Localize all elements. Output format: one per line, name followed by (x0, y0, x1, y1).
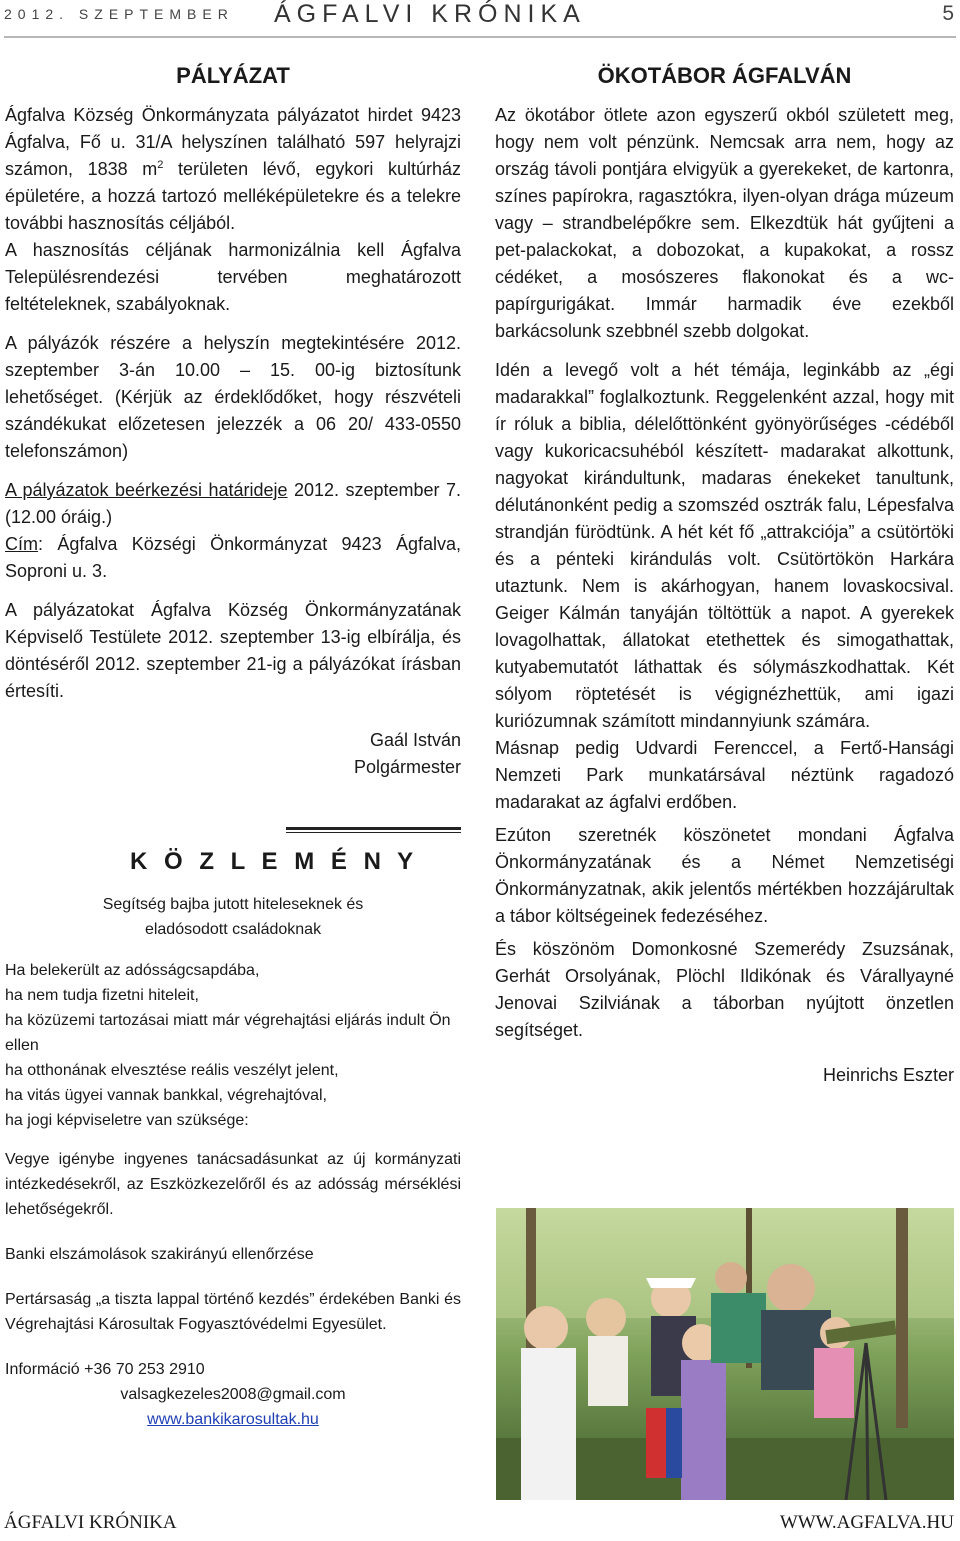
list-item: Ha belekerült az adósságcsapdába, (5, 962, 260, 979)
list-item: ha közüzemi tartozásai miatt már végrehajtási eljárás indult Ön ellen (5, 1012, 451, 1054)
kozlemeny-info: Információ +36 70 253 2910 (5, 1361, 205, 1378)
palyazat-paragraph-3: A pályázók részére a helyszín megtekintésére 2012. szeptember 3-án 10.00 – 15. 00-ig biztosítunk lehetőséget. (Kérjük az érdeklődőket, hogy részvételi szándékukat előzetesen jelezzék a 06 20/ 433-0550 telefonszámon) (5, 333, 461, 461)
area-superscript: 2 (157, 159, 164, 171)
okotabor-paragraph-2: Idén a levegő volt a hét témája, leginkább az „égi madarakkal” foglalkoztunk. Reggelenként azzal, hogy mit ír róluk a biblia, délelőttönként gyönyörűséges -cédéből vagy kukoricacsuhéból készített- madarakat alkottunk, nagyokat kirándultunk, madaras énekeket tanultunk, délutánonként pedig a szomszéd osztrák falu, Lépesfalva strandján fürödtünk. A hét két fő „attrakciója” a csütörtöki és a pénteki kirándulás volt. Csütörtökön Harkára utaztunk. Nem is akárhogyan, hanem lovaskocsival. Geiger Kálmán tanyáján töltöttük a napot. A gyerekek lovagolhattak, állatokat etethettek és simogathattak, kutyabemutatót láthattak és sólymászkodhattak. Két sólyom röptetését is végignézhettük, ami igazi kuriózumnak számított mindannyiunk számára. (495, 360, 954, 731)
kozlemeny-heading: K Ö Z L E M É N Y (130, 848, 419, 875)
camp-photo-illustration (496, 1208, 954, 1500)
palyazat-deadline (5, 477, 461, 531)
palyazat-signature (5, 727, 461, 781)
kozlemeny-email[interactable]: valsagkezeles2008@gmail.com (120, 1386, 346, 1403)
okotabor-signature: Heinrichs Eszter (822, 1065, 954, 1085)
issue-date: 2012. SZEPTEMBER (4, 6, 234, 22)
palyazat-paragraph-1 (5, 102, 461, 237)
signature-name: Gaál István (369, 730, 461, 750)
palyazat-address (5, 531, 461, 585)
page-header (4, 0, 954, 34)
deadline-value: 2012. szeptember 7. (12.00 óráig.) (5, 480, 461, 527)
okotabor-paragraph-4: Ezúton szeretnék köszönetet mondani Ágfalva Önkormányzatának és a Német Nemzetiségi Önkormányzatnak, akik jelentős mértékben hozzájárultak a tábor költségeinek fedezéséhez. (495, 825, 954, 926)
okotabor-heading: ÖKOTÁBOR ÁGFALVÁN (597, 63, 852, 88)
okotabor-paragraph-5: És köszönöm Domonkosné Szemerédy Zsuzsának, Gerhát Orsolyának, Plöchl Ildikónak és Várallyayné Jenovai Szilviának a táborban nyújtott önzetlen segítséget. (495, 939, 954, 1040)
kozlemeny-list (5, 958, 461, 1133)
list-item: ha nem tudja fizetni hiteleit, (5, 987, 199, 1004)
address-label: Cím (5, 534, 38, 554)
list-item: ha jogi képviseletre van szüksége: (5, 1112, 249, 1129)
palyazat-heading: PÁLYÁZAT (176, 63, 290, 88)
okotabor-paragraph-3: Másnap pedig Udvardi Ferenccel, a Fertő-Hansági Nemzeti Park munkatársával néztünk ragadozó madarakat az ágfalvi erdőben. (495, 738, 954, 812)
kozlemeny-pertarsasag: Pertársaság „a tiszta lappal történő kezdés” érdekében Banki és Végrehajtási Károsultak Fogyasztóvédelmi Egyesület. (5, 1291, 461, 1333)
okotabor-article (495, 62, 954, 1089)
palyazat-article (5, 62, 461, 781)
palyazat-paragraph-2: A hasznosítás céljának harmonizálnia kell Ágfalva Településrendezési tervében meghatározott feltételeknek, szabályoknak. (5, 240, 461, 314)
palyazat-p1-text-2: területen lévő, egykori kultúrház épületére, a hozzá tartozó melléképületekre és a telekre további hasznosítás céljából. (5, 159, 461, 233)
kozlemeny-web-wrap (5, 1407, 461, 1432)
camp-photo (496, 1208, 954, 1500)
list-item: ha vitás ügyei vannak bankkal, végrehajtóval, (5, 1087, 327, 1104)
section-divider (286, 827, 461, 833)
palyazat-paragraph-5: A pályázatokat Ágfalva Község Önkormányzatának Képviselő Testülete 2012. szeptember 13-ig elbírálja, és döntéséről 2012. szeptember 21-ig a pályázókat írásban értesíti. (5, 600, 461, 701)
kozlemeny-subtitle-2: eladósodott családoknak (144, 921, 322, 938)
kozlemeny-notice (5, 892, 461, 1432)
page-number: 5 (942, 2, 954, 25)
kozlemeny-web-link[interactable]: www.bankikarosultak.hu (147, 1411, 319, 1428)
palyazat-p1-text: Ágfalva Község Önkormányzata pályázatot hirdet 9423 Ágfalva, Fő u. 31/A helyszínen található 597 helyrajzi számon, 1838 m (5, 105, 461, 179)
kozlemeny-banki: Banki elszámolások szakirányú ellenőrzése (5, 1246, 314, 1263)
address-value: : Ágfalva Községi Önkormányzat 9423 Ágfalva, Soproni u. 3. (5, 534, 461, 581)
kozlemeny-vegye: Vegye igénybe ingyenes tanácsadásunkat az új kormányzati intézkedésekről, az Eszközkezelőről és az adósság mérséklési lehetőségekről. (5, 1151, 461, 1218)
header-rule (4, 36, 956, 38)
footer-newspaper-name: ÁGFALVI KRÓNIKA (4, 1512, 177, 1533)
deadline-label: A pályázatok beérkezési határideje (5, 480, 288, 500)
footer-website[interactable]: WWW.AGFALVA.HU (779, 1512, 954, 1533)
newspaper-title: ÁGFALVI KRÓNIKA (274, 0, 586, 28)
list-item: ha otthonának elvesztése reális veszélyt jelent, (5, 1062, 339, 1079)
kozlemeny-subtitle-1: Segítség bajba jutott hiteleseknek és (102, 896, 364, 913)
okotabor-paragraph-1: Az ökotábor ötlete azon egyszerű okból született meg, hogy nem volt pénzünk. Nemcsak arra nem, hogy az ország távoli pontjára elvigyük a gyerekeket, de kartonra, színes papírokra, ragasztókra, ilyen-olyan drága múzeum vagy – strandbelépőkre sem. Elkezdtük hát gyűjteni a pet-palackokat, a dobozokat, a kupakokat, a rossz cédéket, a mosószeres flakonokat és a wc-papírgurigákat. Immár harmadik éve ezekből barkácsolunk szebbnél szebb dolgokat. (495, 105, 954, 341)
signature-role: Polgármester (353, 757, 461, 777)
